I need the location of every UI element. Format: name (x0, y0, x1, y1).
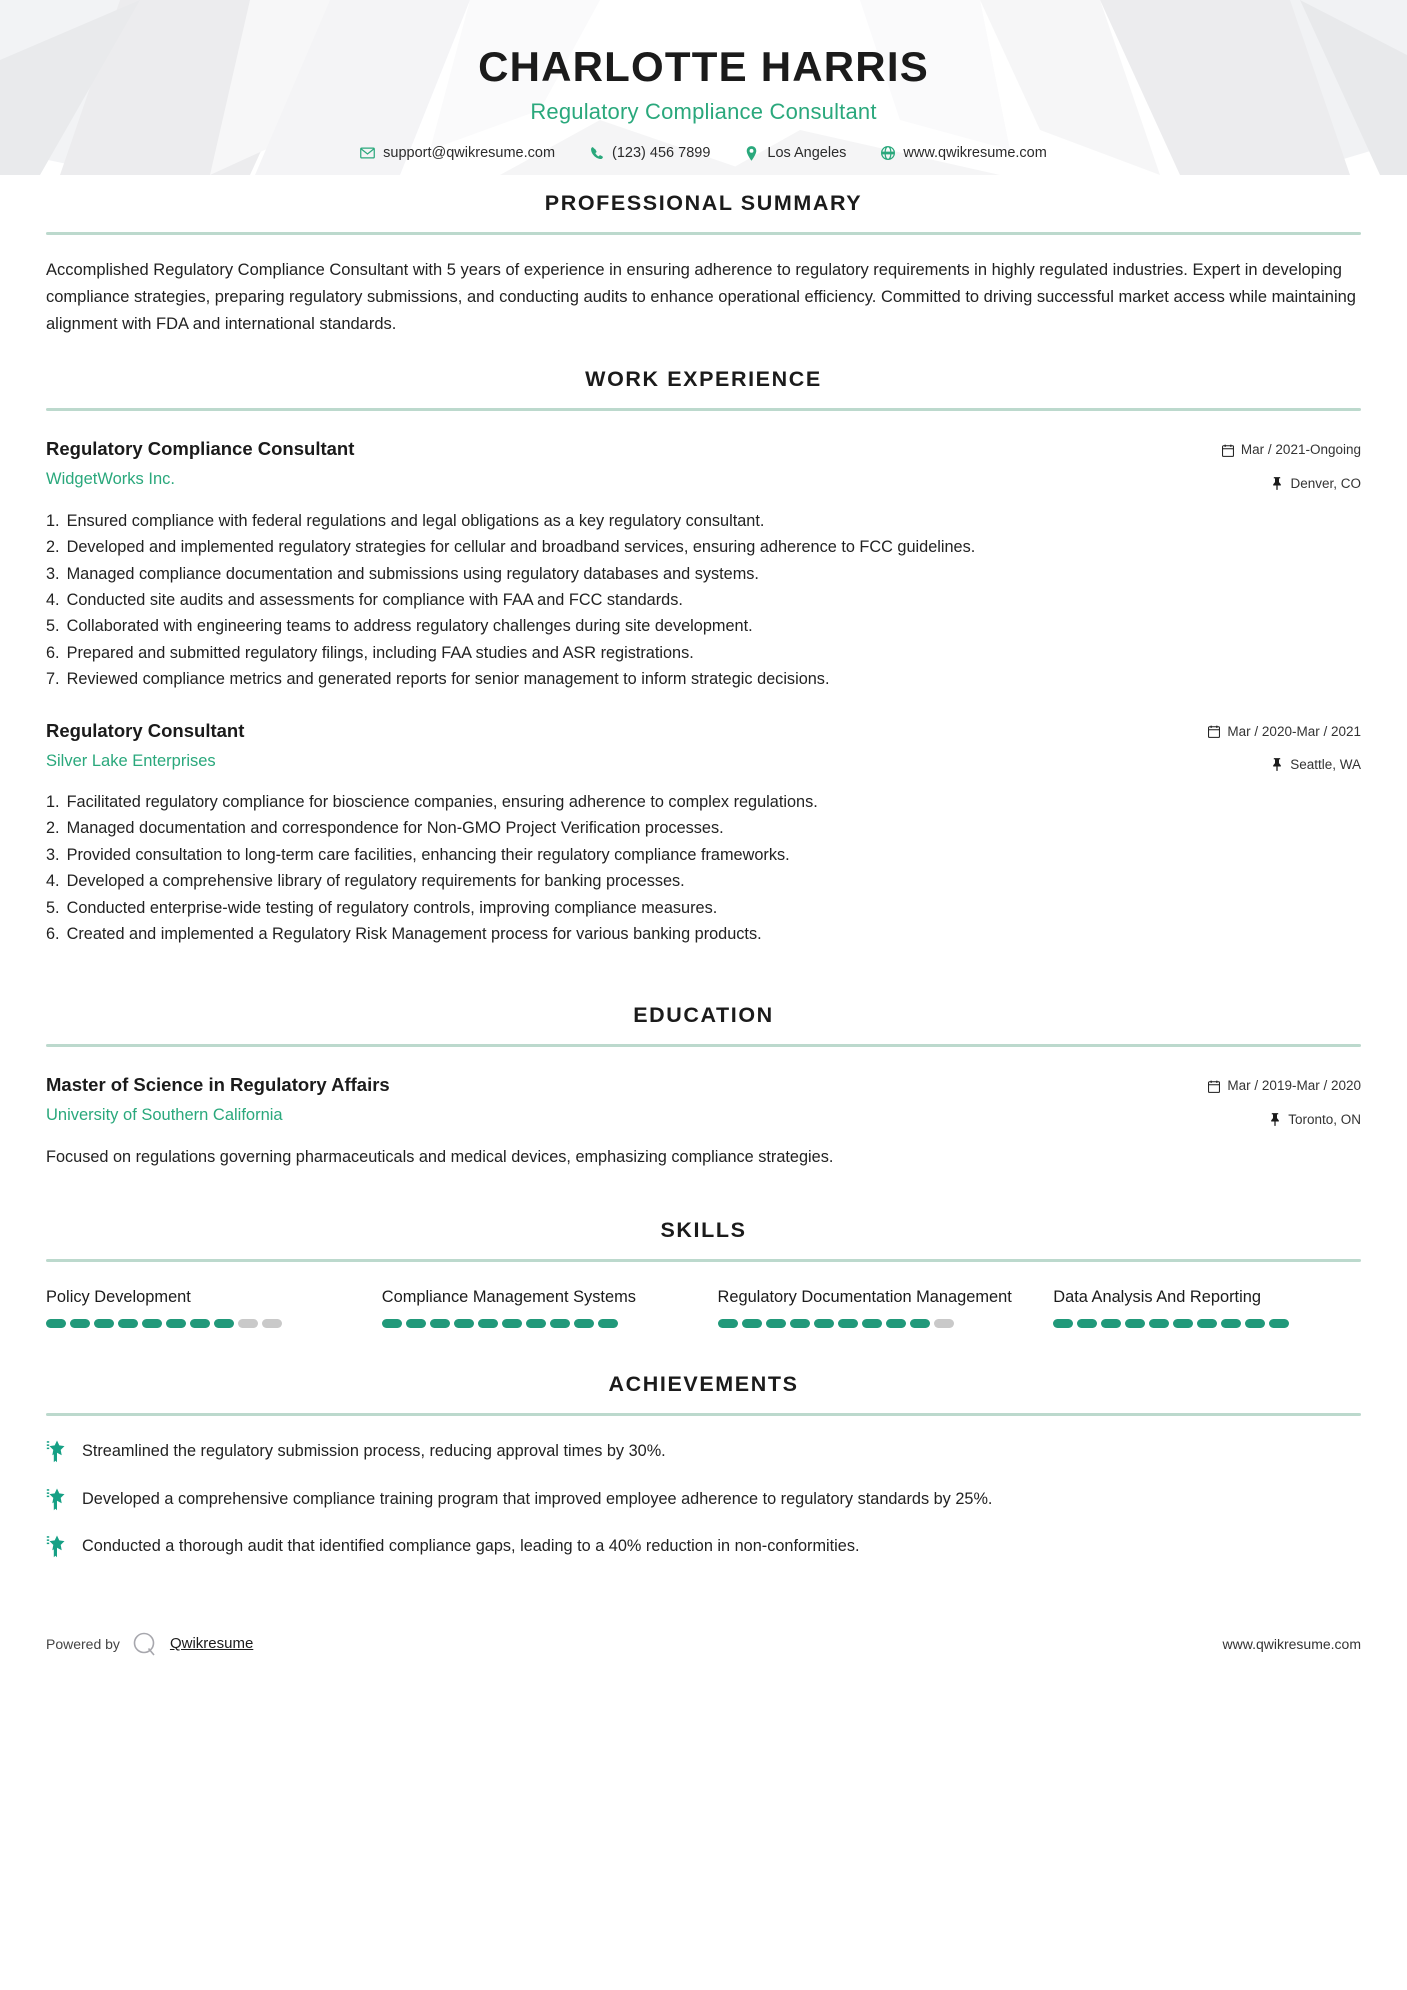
globe-icon (880, 146, 895, 161)
company-name: WidgetWorks Inc. (46, 470, 175, 489)
company-name: Silver Lake Enterprises (46, 751, 216, 770)
section-title-summary: PROFESSIONAL SUMMARY (544, 191, 863, 216)
contact-website[interactable] (863, 145, 1063, 161)
skill-segment (574, 1319, 594, 1328)
skill-segment (46, 1319, 66, 1328)
education-entry-header (46, 1073, 1361, 1130)
summary-paragraph: Accomplished Regulatory Compliance Consultant with 5 years of experience in ensuring adherence to regulatory requirements in highly regulated industries. Expert in developing compliance strategies, preparing regulatory submissions, and conducting audits to enhance operational efficiency. Committed to driving successful market access while maintaining alignment with FDA and international standards. (46, 261, 1356, 333)
bullet-text: Developed a comprehensive library of regulatory requirements for banking processes. (66, 872, 685, 891)
work-entry (46, 437, 1361, 692)
education-entry-left (46, 1073, 1208, 1126)
section-title-work-experience: WORK EXPERIENCE (585, 367, 822, 392)
list-item: 3. Managed compliance documentation and submissions using regulatory databases and systems. (46, 561, 1361, 587)
calendar-icon (1208, 725, 1220, 738)
bullet-text: Developed and implemented regulatory strategies for cellular and broadband services, ensuring adherence to FCC guidelines. (66, 538, 976, 557)
contact-email-text: support@qwikresume.com (383, 145, 556, 162)
resume-header (0, 0, 1407, 161)
list-item: 5. Conducted enterprise-wide testing of regulatory controls, improving compliance measures. (46, 895, 1361, 921)
skill-segment (910, 1319, 930, 1328)
bullet-text: Managed documentation and correspondence for Non-GMO Project Verification processes. (66, 819, 724, 838)
skill-segment (70, 1319, 90, 1328)
bullet-text: Conducted site audits and assessments for compliance with FAA and FCC standards. (66, 591, 683, 610)
qwikresume-logo-icon (130, 1629, 160, 1659)
skill-segment (454, 1319, 474, 1328)
list-item: 5. Collaborated with engineering teams to address regulatory challenges during site development. (46, 613, 1361, 639)
contact-location[interactable] (727, 145, 863, 161)
skill-segment (526, 1319, 546, 1328)
education-entry (46, 1073, 1361, 1170)
skill-segment (790, 1319, 810, 1328)
candidate-role: Regulatory Compliance Consultant (530, 99, 877, 125)
list-item: 7. Reviewed compliance metrics and generated reports for senior management to inform strategic decisions. (46, 666, 1361, 692)
list-item (46, 1486, 1361, 1512)
skill-segment (886, 1319, 906, 1328)
skill-segment (214, 1319, 234, 1328)
skill-segment (1245, 1319, 1265, 1328)
skill-segment (118, 1319, 138, 1328)
list-item: 4. Developed a comprehensive library of regulatory requirements for banking processes. (46, 868, 1361, 894)
skill-item (382, 1286, 690, 1328)
skill-segment (598, 1319, 618, 1328)
skill-label: Compliance Management Systems (381, 1287, 636, 1306)
section-achievements (46, 1372, 1361, 1558)
skill-segment (478, 1319, 498, 1328)
skill-segment (142, 1319, 162, 1328)
work-entry-meta (1208, 719, 1361, 776)
bullet-text: Conducted enterprise-wide testing of regulatory controls, improving compliance measures. (66, 898, 718, 917)
skill-segment (862, 1319, 882, 1328)
section-work-experience (46, 367, 1361, 947)
section-professional-summary (46, 191, 1361, 337)
skill-segment (1269, 1319, 1289, 1328)
pin-icon (1271, 758, 1283, 771)
bullet-text: Reviewed compliance metrics and generated reports for senior management to inform strategic decisions. (66, 670, 830, 689)
degree-title: Master of Science in Regulatory Affairs (46, 1074, 390, 1096)
bullet-text: Facilitated regulatory compliance for bioscience companies, ensuring adherence to complex regulations. (66, 793, 818, 812)
skill-segment (1221, 1319, 1241, 1328)
skill-segment (238, 1319, 258, 1328)
skill-level-bar (382, 1319, 690, 1328)
achievement-text: Developed a comprehensive compliance training program that improved employee adherence to regulatory standards by 25%. (82, 1489, 993, 1508)
skill-segment (934, 1319, 954, 1328)
skill-segment (550, 1319, 570, 1328)
skill-segment (190, 1319, 210, 1328)
resume-body (0, 191, 1407, 1558)
envelope-icon (360, 146, 375, 161)
list-item: 4. Conducted site audits and assessments for compliance with FAA and FCC standards. (46, 587, 1361, 613)
skill-segment (502, 1319, 522, 1328)
job-title: Regulatory Consultant (46, 719, 245, 741)
list-item: 6. Prepared and submitted regulatory filings, including FAA studies and ASR registrations. (46, 640, 1361, 666)
bullet-text: Collaborated with engineering teams to address regulatory challenges during site development. (66, 617, 753, 636)
skill-segment (430, 1319, 450, 1328)
section-divider (46, 1259, 1361, 1262)
skill-label: Policy Development (46, 1287, 191, 1306)
bullet-text: Managed compliance documentation and submissions using regulatory databases and systems. (66, 564, 759, 583)
skill-segment (94, 1319, 114, 1328)
contact-phone[interactable] (572, 145, 727, 161)
skill-segment (1197, 1319, 1217, 1328)
work-entry-meta (1222, 437, 1361, 494)
achievements-list (46, 1438, 1361, 1558)
skill-label: Regulatory Documentation Management (717, 1287, 1012, 1306)
skill-segment (766, 1319, 786, 1328)
calendar-icon (1222, 444, 1234, 457)
contact-email[interactable] (343, 145, 572, 161)
job-dates-text: Mar / 2021-Ongoing (1240, 442, 1361, 458)
skill-segment (742, 1319, 762, 1328)
skill-item (1053, 1286, 1361, 1328)
pin-icon (1269, 1113, 1281, 1126)
section-divider (46, 408, 1361, 411)
list-item: 3. Provided consultation to long-term care facilities, enhancing their regulatory compliance frameworks. (46, 842, 1361, 868)
skill-level-bar (46, 1319, 354, 1328)
section-divider (46, 1413, 1361, 1416)
section-divider (46, 1044, 1361, 1047)
phone-icon (589, 146, 604, 161)
work-entry-left (46, 719, 1208, 772)
contact-phone-text: (123) 456 7899 (612, 145, 711, 162)
candidate-name: CHARLOTTE HARRIS (478, 43, 929, 90)
skill-segment (406, 1319, 426, 1328)
skill-item (718, 1286, 1026, 1328)
job-bullet-list (46, 789, 1361, 947)
skill-item (46, 1286, 354, 1328)
star-badge-icon (46, 1439, 68, 1463)
job-location-text: Seattle, WA (1290, 756, 1361, 772)
section-title-achievements: ACHIEVEMENTS (608, 1372, 799, 1397)
contact-website-text: www.qwikresume.com (903, 145, 1047, 162)
qwikresume-link[interactable]: Qwikresume (169, 1635, 254, 1653)
map-pin-icon (744, 146, 759, 161)
job-title: Regulatory Compliance Consultant (46, 438, 355, 460)
school-name: University of Southern California (46, 1106, 283, 1125)
bullet-text: Created and implemented a Regulatory Risk Management process for various banking products. (66, 925, 762, 944)
job-location (1222, 474, 1361, 494)
education-location-text: Toronto, ON (1288, 1111, 1361, 1127)
section-title-skills: SKILLS (660, 1217, 747, 1242)
work-entry-header (46, 437, 1361, 494)
skill-segment (1173, 1319, 1193, 1328)
skill-level-bar (1053, 1319, 1361, 1328)
work-entry-header (46, 719, 1361, 776)
skill-segment (166, 1319, 186, 1328)
education-location (1208, 1110, 1361, 1130)
skill-level-bar (718, 1319, 1026, 1328)
education-dates-text: Mar / 2019-Mar / 2020 (1227, 1078, 1361, 1094)
skill-segment (814, 1319, 834, 1328)
skill-segment (1149, 1319, 1169, 1328)
skill-segment (262, 1319, 282, 1328)
job-dates-text: Mar / 2020-Mar / 2021 (1227, 723, 1361, 739)
job-dates (1222, 440, 1361, 460)
list-item (46, 1438, 1361, 1464)
footer-website-url: www.qwikresume.com (1222, 1635, 1361, 1652)
skill-segment (382, 1319, 402, 1328)
section-divider (46, 232, 1361, 235)
list-item: 1. Ensured compliance with federal regulations and legal obligations as a key regulatory consultant. (46, 508, 1361, 534)
powered-by (46, 1629, 253, 1659)
job-location (1208, 755, 1361, 775)
work-entry-left (46, 437, 1222, 490)
page-footer (0, 1629, 1407, 1693)
job-dates (1208, 722, 1361, 742)
bullet-text: Prepared and submitted regulatory filings, including FAA studies and ASR registrations. (66, 643, 694, 662)
bullet-text: Provided consultation to long-term care facilities, enhancing their regulatory compliance frameworks. (66, 845, 790, 864)
bullet-text: Ensured compliance with federal regulations and legal obligations as a key regulatory consultant. (66, 511, 765, 530)
skill-segment (1101, 1319, 1121, 1328)
skill-segment (1125, 1319, 1145, 1328)
skill-segment (1053, 1319, 1073, 1328)
list-item: 6. Created and implemented a Regulatory Risk Management process for various banking products. (46, 921, 1361, 947)
contact-bar (0, 145, 1407, 161)
calendar-icon (1208, 1080, 1220, 1093)
list-item: 2. Developed and implemented regulatory strategies for cellular and broadband services, ensuring adherence to FCC guidelines. (46, 534, 1361, 560)
pin-icon (1271, 477, 1283, 490)
skill-segment (718, 1319, 738, 1328)
education-entry-meta (1208, 1073, 1361, 1130)
section-skills (46, 1218, 1361, 1328)
work-entry (46, 719, 1361, 948)
job-bullet-list (46, 508, 1361, 693)
contact-location-text: Los Angeles (767, 145, 847, 162)
section-education (46, 1003, 1361, 1170)
skill-label: Data Analysis And Reporting (1053, 1287, 1261, 1306)
education-dates (1208, 1076, 1361, 1096)
achievement-text: Conducted a thorough audit that identified compliance gaps, leading to a 40% reduction in non-conformities. (82, 1536, 860, 1555)
list-item: 1. Facilitated regulatory compliance for bioscience companies, ensuring adherence to complex regulations. (46, 789, 1361, 815)
section-title-education: EDUCATION (633, 1003, 774, 1028)
list-item (46, 1533, 1361, 1559)
education-description: Focused on regulations governing pharmaceuticals and medical devices, emphasizing compliance strategies. (46, 1147, 834, 1166)
star-badge-icon (46, 1534, 68, 1558)
list-item: 2. Managed documentation and correspondence for Non-GMO Project Verification processes. (46, 815, 1361, 841)
powered-by-label: Powered by (46, 1635, 120, 1652)
skills-grid (46, 1286, 1361, 1328)
star-badge-icon (46, 1487, 68, 1511)
skill-segment (1077, 1319, 1097, 1328)
job-location-text: Denver, CO (1290, 475, 1361, 491)
achievement-text: Streamlined the regulatory submission process, reducing approval times by 30%. (82, 1442, 666, 1461)
skill-segment (838, 1319, 858, 1328)
